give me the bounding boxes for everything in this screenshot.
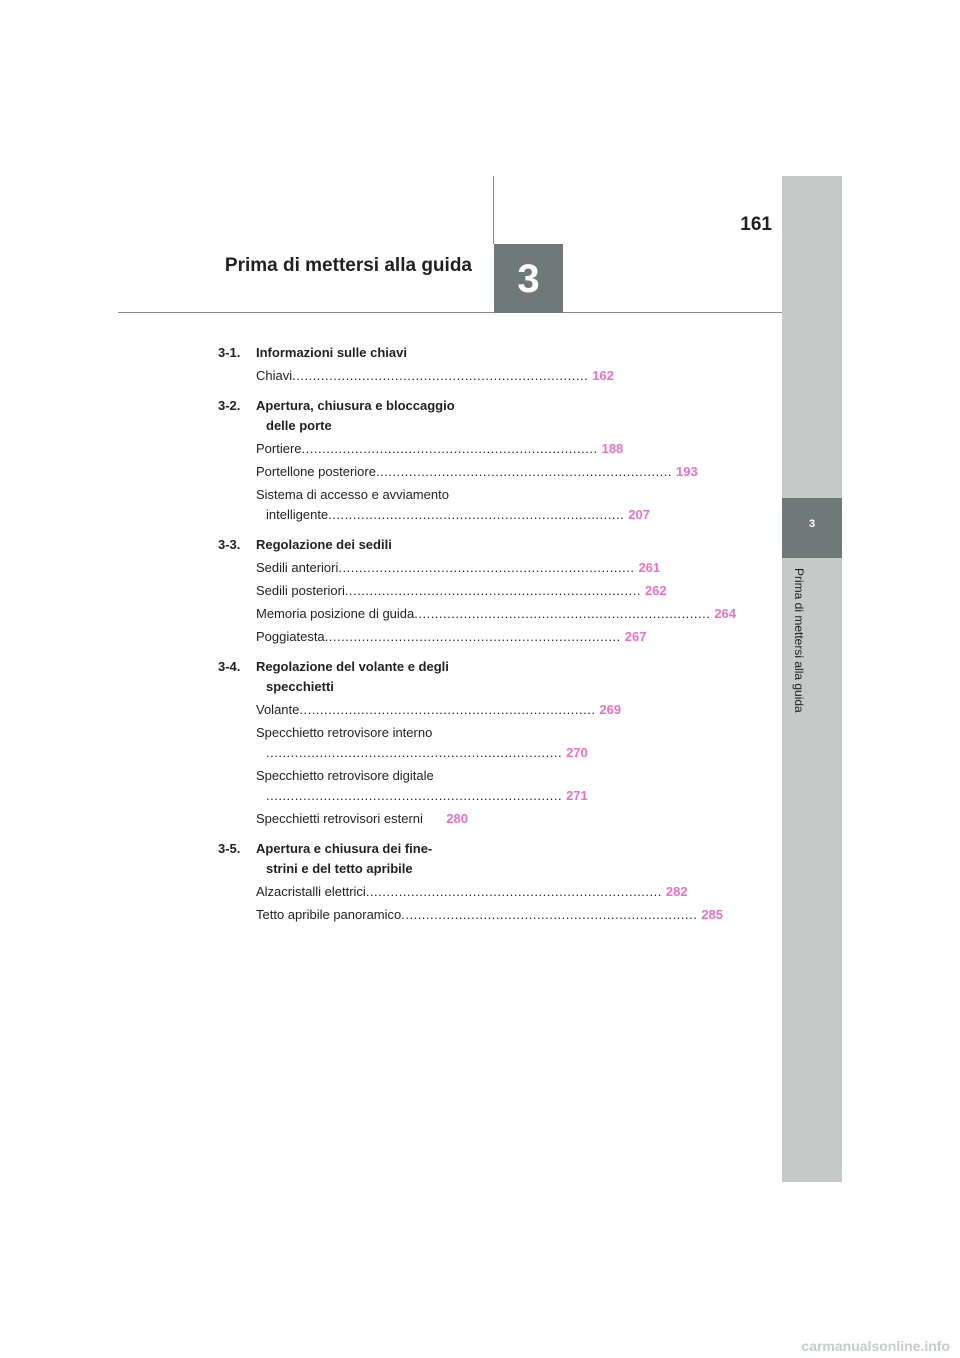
toc-entry[interactable] xyxy=(218,462,698,482)
section-title: Informazioni sulle chiavi xyxy=(256,345,407,360)
dot-leader: ........................................................................ xyxy=(365,884,662,899)
side-tab-title: Prima di mettersi alla guida xyxy=(792,568,806,713)
dot-leader: ........................................................................ xyxy=(414,606,711,621)
page-link[interactable]: 188 xyxy=(601,441,624,456)
section-number: 3-5. xyxy=(218,841,241,856)
page-link[interactable]: 193 xyxy=(676,464,698,479)
section-title: Apertura e chiusura dei fine- xyxy=(256,841,433,856)
toc-entry[interactable] xyxy=(218,366,614,386)
toc-section-3-1 xyxy=(218,343,468,363)
page-link[interactable]: 269 xyxy=(599,702,622,717)
toc-entry[interactable] xyxy=(218,905,724,925)
page-link[interactable]: 271 xyxy=(566,788,588,803)
dot-leader: ........................................................................ xyxy=(344,583,641,598)
section-title-continued: strini e del tetto apribile xyxy=(266,861,413,876)
toc-entry[interactable] xyxy=(218,627,647,647)
entry-title: Sedili posteriori xyxy=(256,583,345,598)
page-link[interactable]: 207 xyxy=(628,507,650,522)
entry-title: Sistema di accesso e avviamento xyxy=(256,487,449,502)
toc-section-3-4 xyxy=(218,657,468,697)
dot-leader: ........................................................................ xyxy=(375,464,673,479)
toc-entry[interactable] xyxy=(218,809,468,829)
section-title: Regolazione dei sedili xyxy=(256,537,392,552)
section-number: 3-2. xyxy=(218,398,241,413)
page-link[interactable]: 267 xyxy=(624,629,647,644)
watermark: carmanualsonline.info xyxy=(801,1338,950,1354)
page-number: 161 xyxy=(740,214,772,235)
dot-leader: ........................................................................ xyxy=(266,788,563,803)
section-number: 3-4. xyxy=(218,659,241,674)
section-number: 3-1. xyxy=(218,345,241,360)
page-link[interactable]: 280 xyxy=(446,811,468,826)
toc-entry[interactable] xyxy=(218,558,661,578)
page-link[interactable]: 264 xyxy=(714,606,737,621)
entry-title: Volante xyxy=(256,702,300,717)
dot-leader: ........................................................................ xyxy=(299,702,596,717)
entry-title: Sedili anteriori xyxy=(256,560,339,575)
page-link[interactable]: 270 xyxy=(566,745,588,760)
entry-title: Specchietto retrovisore interno xyxy=(256,725,433,740)
toc-entry[interactable] xyxy=(218,581,667,601)
entry-title: Portiere xyxy=(256,441,302,456)
toc-section-3-5 xyxy=(218,839,468,879)
section-number: 3-3. xyxy=(218,537,241,552)
entry-title: Alzacristalli elettrici xyxy=(256,884,366,899)
section-title: Apertura, chiusura e bloccaggio xyxy=(256,398,455,413)
dot-leader: ........................................................................ xyxy=(292,368,589,383)
section-title-continued: specchietti xyxy=(266,679,334,694)
entry-title: Specchietto retrovisore digitale xyxy=(256,768,434,783)
toc-entry[interactable] xyxy=(218,439,624,459)
chapter-number: 3 xyxy=(517,257,540,301)
dot-leader: ........................................................................ xyxy=(324,629,621,644)
entry-title: Portellone posteriore xyxy=(256,464,376,479)
page-link[interactable]: 262 xyxy=(644,583,667,598)
section-title-continued: delle porte xyxy=(266,418,332,433)
toc-entry[interactable] xyxy=(218,604,737,624)
page-link[interactable]: 162 xyxy=(592,368,614,383)
page-link[interactable]: 261 xyxy=(638,560,661,575)
toc-entry[interactable] xyxy=(218,723,588,763)
header-vertical-divider xyxy=(493,176,494,244)
page-link[interactable]: 282 xyxy=(665,884,688,899)
dot-leader: ........................................................................ xyxy=(301,441,598,456)
dot-leader: ........................................................................ xyxy=(338,560,635,575)
section-title: Regolazione del volante e degli xyxy=(256,659,449,674)
toc-entry[interactable] xyxy=(218,485,650,525)
dot-leader: ........................................................................ xyxy=(401,907,698,922)
entry-title: Chiavi xyxy=(256,368,293,383)
dot-leader: ........................................................................ xyxy=(266,745,563,760)
toc-entry[interactable] xyxy=(218,766,588,806)
entry-title: Tetto apribile panoramico xyxy=(256,907,402,922)
chapter-title: Prima di mettersi alla guida xyxy=(224,255,472,276)
dot-leader xyxy=(423,809,442,829)
page-link[interactable]: 285 xyxy=(701,907,724,922)
entry-title: Specchietti retrovisori esterni xyxy=(256,811,423,826)
entry-title: Memoria posizione di guida xyxy=(256,606,415,621)
dot-leader: ........................................................................ xyxy=(328,507,625,522)
toc-section-3-2 xyxy=(218,396,468,436)
entry-title: Poggiatesta xyxy=(256,629,325,644)
header-horizontal-divider xyxy=(118,312,782,313)
entry-title-continued: intelligente xyxy=(266,507,329,522)
table-of-contents xyxy=(218,343,737,925)
side-tab-number: 3 xyxy=(808,518,816,530)
toc-entry[interactable] xyxy=(218,882,688,902)
toc-section-3-3 xyxy=(218,535,468,555)
toc-entry[interactable] xyxy=(218,700,622,720)
